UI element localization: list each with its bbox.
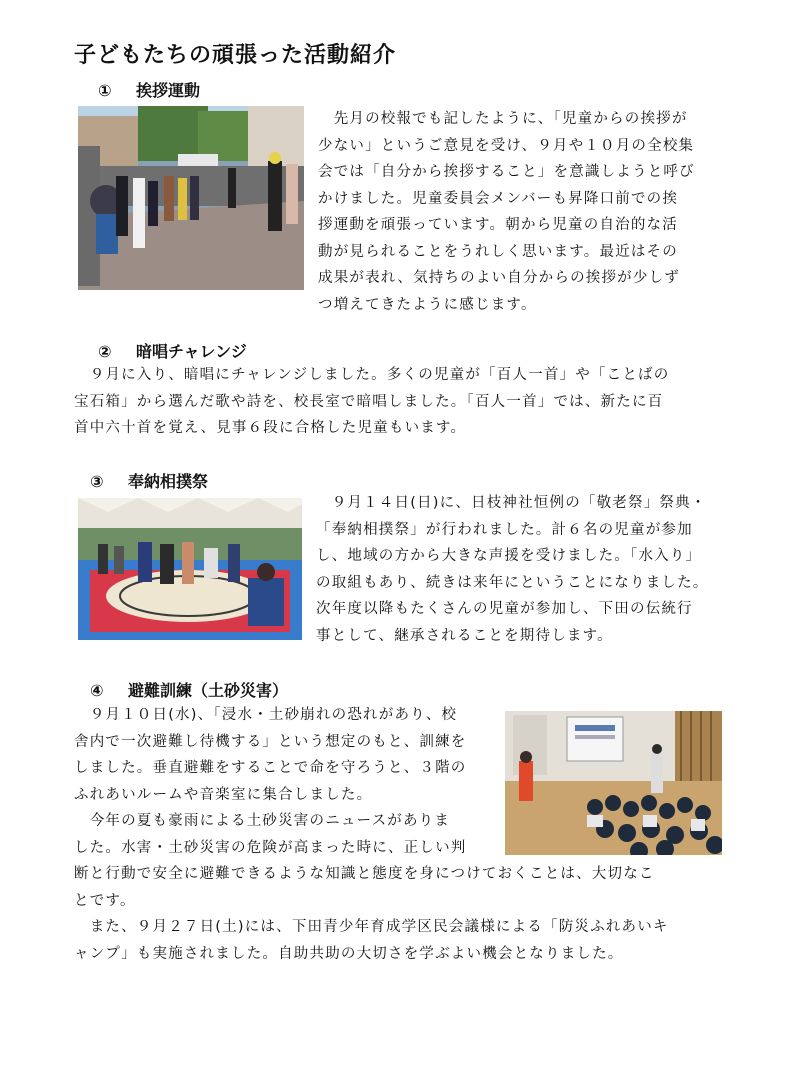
section-heading-evacuation bbox=[90, 678, 288, 701]
greeting-paragraph: 先月の校報でも記したように、「児童からの挨拶が 少ない」というご意見を受け、９月や１０月の全校集 会では「自分から挨拶すること」を意識しようと呼び かけました。児童委員会メンバーも昇降口前での挨 拶運動を頑張っています。朝から児童の自治的な活 動が見られることをうれしく思います。最近はその 成果が表れ、気持ちのよい自分からの挨拶が少しず つ増えてきたように感じます。 bbox=[318, 111, 695, 313]
section-heading-greeting bbox=[98, 78, 200, 101]
section-title: 避難訓練（土砂災害） bbox=[128, 681, 289, 700]
section-heading-sumo bbox=[90, 469, 208, 492]
sumo-festival-photo bbox=[78, 498, 302, 640]
section-number: ① bbox=[98, 81, 112, 100]
sumo-paragraph: ９月１４日(日)に、日枝神社恒例の「敬老祭」祭典・ 「奉納相撲祭」が行われました。計６名の児童が参加 し、地域の方から大きな声援を受けました。｢水入り｣ の取組もあり、続きは来年にということになりました。 次年度以降もたくさんの児童が参加し、下田の伝統行 事として、継承されることを期待します。 bbox=[316, 495, 709, 644]
evacuation-paragraph-full: 断と行動で安全に避難できるような知識と態度を身につけておくことは、大切なこ とです。 また、９月２７日(土)には、下田青少年育成学区民会議様による「防災ふれあいキ ャンプ」も実施されました。自助共助の大切さを学ぶよい機会となりました。 bbox=[74, 866, 669, 962]
section-title: 挨拶運動 bbox=[136, 81, 201, 100]
section-number: ② bbox=[98, 342, 112, 361]
recitation-paragraph: ９月に入り、暗唱にチャレンジしました。多くの児童が「百人一首」や「ことばの 宝石箱」から選んだ歌や詩を、校長室で暗唱しました。「百人一首」では、新たに百 首中六十首を覚え、見事６段に合格した児童もいます。 bbox=[74, 367, 670, 436]
section-heading-recitation bbox=[98, 339, 247, 362]
greeting-campaign-photo bbox=[78, 106, 304, 290]
evacuation-drill-photo bbox=[505, 711, 722, 855]
section-title: 奉納相撲祭 bbox=[128, 472, 209, 491]
section-title: 暗唱チャレンジ bbox=[136, 342, 247, 361]
section-number: ③ bbox=[90, 472, 104, 491]
page-title: 子どもたちの頑張った活動紹介 bbox=[74, 43, 397, 68]
section-number: ④ bbox=[90, 681, 104, 700]
evacuation-paragraph-beside-photo: ９月１０日(水)、「浸水・土砂崩れの恐れがあり、校 舎内で一次避難し待機する」という想定のもと、訓練を しました。垂直避難をすることで命を守ろうと、３階の ふれあいルームや音楽室に集合しました。 今年の夏も豪雨による土砂災害のニュースがありま した。水害・土砂災害の危険が高まった時に、正しい判 bbox=[74, 707, 467, 856]
